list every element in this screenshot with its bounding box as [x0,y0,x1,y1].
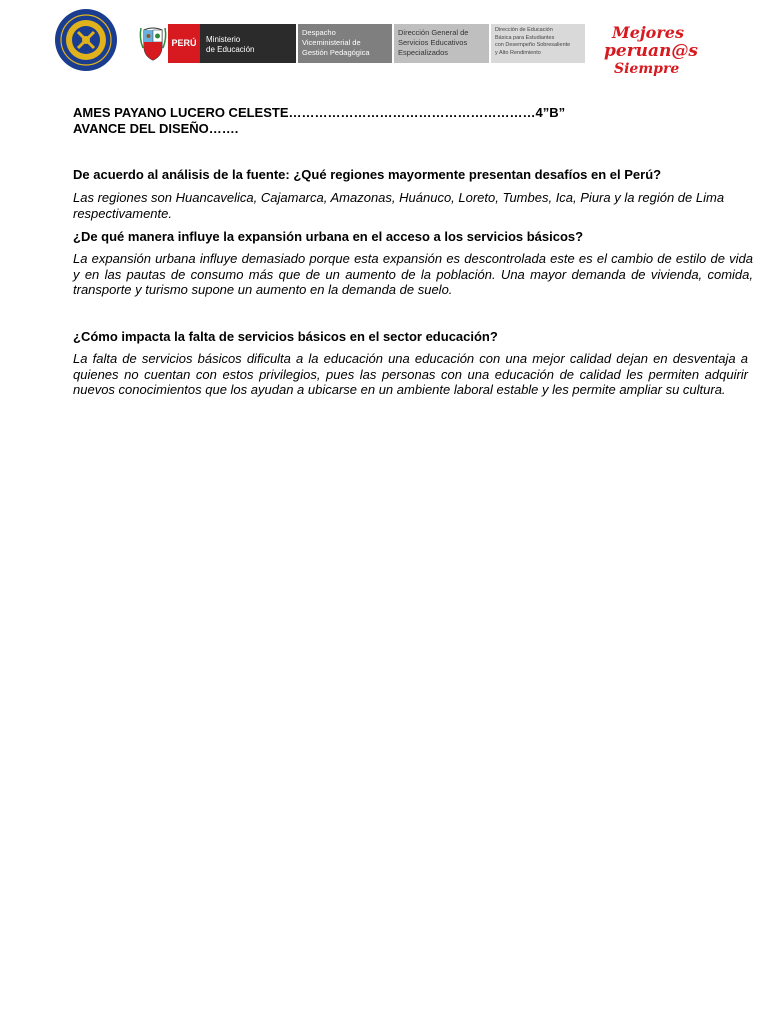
answer-2: La expansión urbana influye demasiado porque esta expansión es descontrolada este es el cambio de estilo de vida y en las pautas de consumo más que de un aumento de la población. Una mayor demanda de vivienda, comida, transporte y turismo supone un aumento en la demanda de suelo. [73,251,753,297]
question-1: De acuerdo al análisis de la fuente: ¿Qué regiones mayormente presentan desafíos en el Perú? [73,167,662,182]
svg-text:Mejores: Mejores [612,23,684,42]
question-3: ¿Cómo impacta la falta de servicios básicos en el sector educación? [73,329,498,344]
direccion-educacion-label: Dirección de Educación Básica para Estudiantes con Desempeño Sobresaliente y Alto Rendimiento [491,24,585,63]
svg-text:Siempre: Siempre [614,61,680,77]
answer-1: Las regiones son Huancavelica, Cajamarca, Amazonas, Huánuco, Loreto, Tumbes, Ica, Piura y la región de Lima respectivamente. [73,190,725,221]
document-subtitle: AVANCE DEL DISEÑO……. [73,121,239,136]
peru-coat-of-arms-icon [140,26,166,62]
svg-text:peruan@s: peruan@s [604,41,698,61]
ministerio-label: Ministerio de Educación [200,24,296,63]
answer-3: La falta de servicios básicos dificulta a la educación una educación con una mejor calidad dejan en desventaja a quienes no cuentan con estos privilegios, pues las personas con una educación de calidad les permiten adquirir nuevos conocimientos que los ayudan a ubicarse en un ambiente laboral estable y les permite ampliar su cultura. [73,351,748,397]
direccion-general-label: Dirección General de Servicios Educativos Especializados [394,24,489,63]
despacho-label: Despacho Viceministerial de Gestión Pedagógica [298,24,392,63]
document-header [0,0,768,90]
mejores-peruanos-siempre-logo-icon [602,20,698,78]
institutional-seal-icon [54,8,118,72]
question-2: ¿De qué manera influye la expansión urbana en el acceso a los servicios básicos? [73,229,584,244]
student-name-line: AMES PAYANO LUCERO CELESTE…………………………………………………4”B” [73,105,566,120]
peru-label: PERÚ [168,24,200,63]
